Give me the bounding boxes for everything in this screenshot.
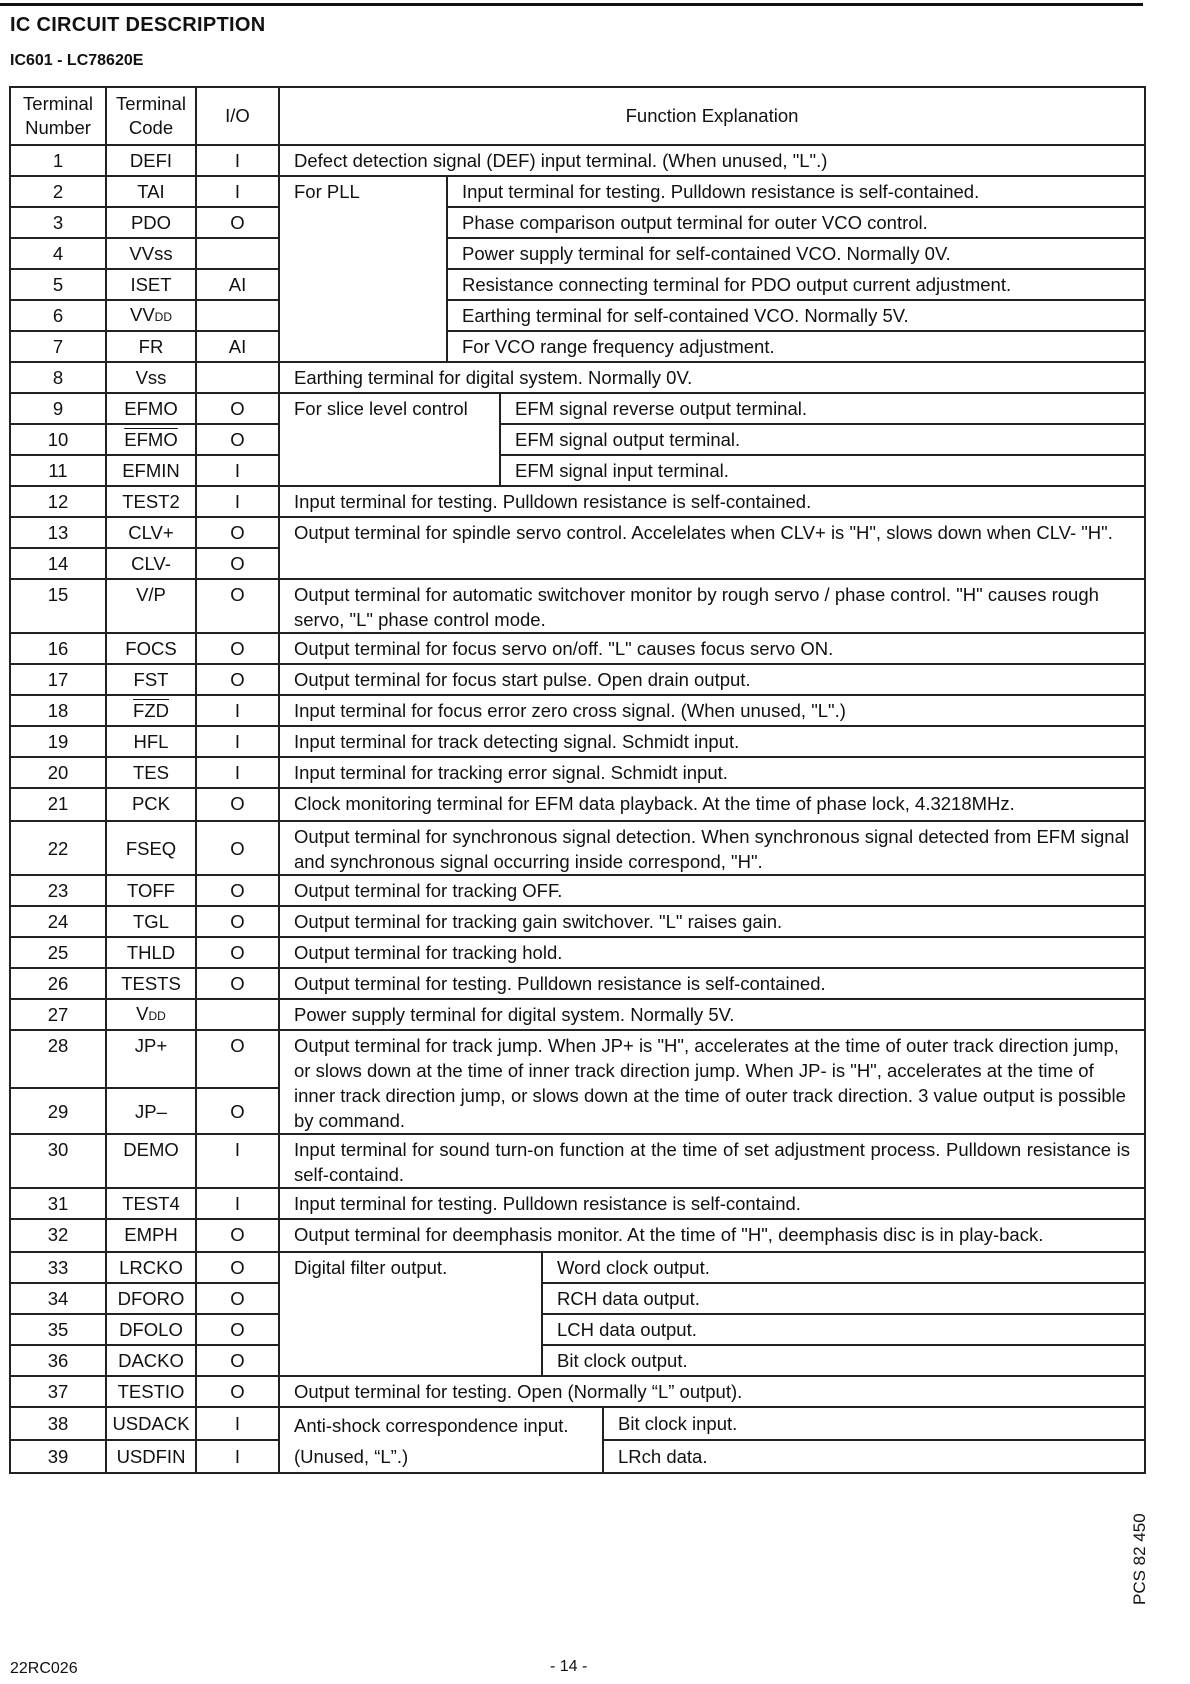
table-row [10,145,1145,176]
table-row [10,1219,1145,1252]
table-row [10,1283,1145,1314]
table-row [10,424,1145,455]
terminal-number: 13 [10,517,106,548]
table-row [10,176,1145,207]
terminal-number: 29 [10,1088,106,1134]
terminal-code: PCK [106,788,196,821]
terminal-code: ISET [106,269,196,300]
terminal-io: O [196,207,279,238]
terminal-io: O [196,1314,279,1345]
table-row [10,269,1145,300]
terminal-io: I [196,176,279,207]
terminal-code: TEST2 [106,486,196,517]
terminal-io: I [196,455,279,486]
header-row [10,87,1145,145]
table-row [10,726,1145,757]
terminal-number: 2 [10,176,106,207]
terminal-code: TEST4 [106,1188,196,1219]
table-row [10,821,1145,875]
terminal-code: FSEQ [106,821,196,875]
terminal-number: 6 [10,300,106,331]
terminal-number: 15 [10,579,106,633]
function-text: EFM signal output terminal. [500,424,1145,455]
terminal-number: 30 [10,1134,106,1188]
terminal-number: 5 [10,269,106,300]
function-text: Output terminal for tracking hold. [279,937,1145,968]
function-text: Bit clock input. [603,1407,1145,1440]
terminal-code: V/P [106,579,196,633]
terminal-code [106,695,196,726]
terminal-io: AI [196,331,279,362]
terminal-code: EFMIN [106,455,196,486]
terminal-code: Vss [106,362,196,393]
terminal-code: HFL [106,726,196,757]
terminal-number: 38 [10,1407,106,1440]
terminal-number: 10 [10,424,106,455]
table-row [10,300,1145,331]
terminal-io [196,300,279,331]
function-text: Clock monitoring terminal for EFM data playback. At the time of phase lock, 4.3218MHz. [279,788,1145,821]
terminal-io: O [196,579,279,633]
table-row [10,517,1145,548]
terminal-table [9,86,1146,1474]
terminal-io: O [196,393,279,424]
header-function: Function Explanation [279,87,1145,145]
terminal-code: FR [106,331,196,362]
terminal-io: O [196,517,279,548]
function-text: Earthing terminal for self-contained VCO. Normally 5V. [447,300,1145,331]
terminal-code: TESTS [106,968,196,999]
terminal-code [106,300,196,331]
terminal-io: O [196,1345,279,1376]
terminal-code: JP+ [106,1030,196,1088]
terminal-number: 1 [10,145,106,176]
terminal-io: I [196,757,279,788]
terminal-code [106,999,196,1030]
terminal-code [106,424,196,455]
terminal-code: USDFIN [106,1440,196,1473]
terminal-code: EMPH [106,1219,196,1252]
function-text: Output terminal for testing. Pulldown resistance is self-contained. [279,968,1145,999]
table-row [10,1376,1145,1407]
table-row [10,1345,1145,1376]
terminal-io: O [196,1283,279,1314]
table-row [10,875,1145,906]
group-label-digital-filter: Digital filter output. [279,1252,542,1376]
code-subscript: DD [154,309,173,324]
terminal-io: O [196,1252,279,1283]
table-row [10,1252,1145,1283]
terminal-number: 32 [10,1219,106,1252]
code-subscript: DD [148,1008,166,1023]
table-row [10,393,1145,424]
function-text: Output terminal for synchronous signal detection. When synchronous signal detected from EFM signal and synchronous signal occurring inside correspond, "H". [279,821,1145,875]
terminal-code: TGL [106,906,196,937]
table-row [10,968,1145,999]
doc-code: 22RC026 [10,1660,78,1677]
table-row [10,1407,1145,1440]
function-text: Output terminal for automatic switchover monitor by rough servo / phase control. "H" causes rough servo, "L" phase control mode. [279,579,1145,633]
terminal-code: TAI [106,176,196,207]
function-text: LCH data output. [542,1314,1145,1345]
terminal-code: DACKO [106,1345,196,1376]
terminal-io: I [196,1440,279,1473]
table-row [10,633,1145,664]
table-row [10,695,1145,726]
function-text: Output terminal for spindle servo control. Accelelates when CLV+ is "H", slows down when CLV- "H". [279,517,1145,579]
terminal-io: O [196,1219,279,1252]
function-text: For VCO range frequency adjustment. [447,331,1145,362]
terminal-code: THLD [106,937,196,968]
terminal-number: 26 [10,968,106,999]
function-text: Earthing terminal for digital system. Normally 0V. [279,362,1145,393]
code-main: V [136,1002,149,1024]
terminal-io: O [196,1030,279,1088]
table-row [10,362,1145,393]
terminal-number: 20 [10,757,106,788]
terminal-number: 18 [10,695,106,726]
terminal-io: I [196,695,279,726]
function-text: Bit clock output. [542,1345,1145,1376]
table-row [10,1188,1145,1219]
function-text: Input terminal for focus error zero cross signal. (When unused, "L".) [279,695,1145,726]
terminal-io [196,238,279,269]
terminal-number: 11 [10,455,106,486]
terminal-code: DEFI [106,145,196,176]
terminal-io: AI [196,269,279,300]
terminal-number: 3 [10,207,106,238]
table-row [10,937,1145,968]
terminal-code: TESTIO [106,1376,196,1407]
terminal-io: I [196,486,279,517]
terminal-io: O [196,633,279,664]
function-text: Input terminal for testing. Pulldown resistance is self-contained. [279,486,1145,517]
terminal-number: 34 [10,1283,106,1314]
terminal-number: 27 [10,999,106,1030]
function-text: Input terminal for testing. Pulldown resistance is self-containd. [279,1188,1145,1219]
table-row [10,1134,1145,1188]
function-text: Resistance connecting terminal for PDO output current adjustment. [447,269,1145,300]
table-row [10,1030,1145,1088]
terminal-number: 25 [10,937,106,968]
function-text: Input terminal for testing. Pulldown resistance is self-contained. [447,176,1145,207]
terminal-number: 7 [10,331,106,362]
function-text: Output terminal for tracking OFF. [279,875,1145,906]
terminal-io [196,999,279,1030]
terminal-io: O [196,424,279,455]
group-label-slice: For slice level control [279,393,500,486]
terminal-number: 28 [10,1030,106,1088]
table-row [10,1314,1145,1345]
terminal-code: PDO [106,207,196,238]
terminal-code: TOFF [106,875,196,906]
function-text: Output terminal for testing. Open (Normally “L” output). [279,1376,1145,1407]
terminal-io: O [196,968,279,999]
terminal-io: O [196,788,279,821]
terminal-io: I [196,1407,279,1440]
terminal-code: EFMO [106,393,196,424]
header-number: Terminal Number [10,87,106,145]
code-main: VV [129,303,155,325]
terminal-io: O [196,906,279,937]
function-text: LRch data. [603,1440,1145,1473]
terminal-number: 4 [10,238,106,269]
page-title: IC CIRCUIT DESCRIPTION [10,14,266,36]
terminal-code: CLV- [106,548,196,579]
table-row [10,486,1145,517]
table-row [10,579,1145,633]
table-row [10,455,1145,486]
terminal-code: CLV+ [106,517,196,548]
terminal-io: O [196,548,279,579]
function-text: Power supply terminal for self-contained VCO. Normally 0V. [447,238,1145,269]
terminal-code: DFOLO [106,1314,196,1345]
terminal-code: TES [106,757,196,788]
terminal-number: 39 [10,1440,106,1473]
code-overlined: $\overline{FZD}$ [133,700,169,721]
terminal-io: O [196,1376,279,1407]
terminal-io: I [196,726,279,757]
header-code: Terminal Code [106,87,196,145]
function-text: Input terminal for sound turn-on function at the time of set adjustment process. Pulldown resistance is self-containd. [279,1134,1145,1188]
function-text: Input terminal for track detecting signal. Schmidt input. [279,726,1145,757]
table-row [10,331,1145,362]
function-text: Phase comparison output terminal for outer VCO control. [447,207,1145,238]
terminal-code: USDACK [106,1407,196,1440]
function-text: Defect detection signal (DEF) input terminal. (When unused, "L".) [279,145,1145,176]
table-row [10,788,1145,821]
code-overlined: EFMO [124,429,178,450]
table-row [10,207,1145,238]
terminal-code: FST [106,664,196,695]
function-text: EFM signal reverse output terminal. [500,393,1145,424]
terminal-io: O [196,821,279,875]
terminal-number: 36 [10,1345,106,1376]
terminal-code: DEMO [106,1134,196,1188]
terminal-number: 33 [10,1252,106,1283]
terminal-number: 31 [10,1188,106,1219]
terminal-code: LRCKO [106,1252,196,1283]
terminal-number: 23 [10,875,106,906]
terminal-number: 9 [10,393,106,424]
group-label-antishock: Anti-shock correspondence input. (Unused, “L”.) [279,1407,603,1473]
terminal-code: DFORO [106,1283,196,1314]
terminal-number: 22 [10,821,106,875]
terminal-io: I [196,1134,279,1188]
function-text: Output terminal for focus servo on/off. "L" causes focus servo ON. [279,633,1145,664]
table-row [10,999,1145,1030]
function-text: Output terminal for track jump. When JP+ is "H", accelerates at the time of outer track direction jump, or slows down at the time of inner track direction jump. When JP- is "H", accelerates at the time of inner track direction jump, or slows down at the time of outer track direction. 3 value output is possible by command. [279,1030,1145,1134]
table-row [10,238,1145,269]
table-row [10,757,1145,788]
function-text: EFM signal input terminal. [500,455,1145,486]
terminal-io: I [196,1188,279,1219]
terminal-io [196,362,279,393]
terminal-io: O [196,1088,279,1134]
terminal-io: O [196,937,279,968]
top-rule [0,3,1143,6]
terminal-number: 14 [10,548,106,579]
terminal-code: FOCS [106,633,196,664]
group-label-pll: For PLL [279,176,447,362]
terminal-number: 8 [10,362,106,393]
terminal-number: 19 [10,726,106,757]
terminal-number: 24 [10,906,106,937]
side-code: PCS 82 450 [1130,1513,1149,1605]
function-text: Output terminal for focus start pulse. Open drain output. [279,664,1145,695]
table-row [10,664,1145,695]
terminal-io: O [196,875,279,906]
table-row [10,906,1145,937]
terminal-io: I [196,145,279,176]
terminal-number: 16 [10,633,106,664]
function-text: Output terminal for deemphasis monitor. At the time of "H", deemphasis disc is in play-back. [279,1219,1145,1252]
function-text: Input terminal for tracking error signal. Schmidt input. [279,757,1145,788]
page-subtitle: IC601 - LC78620E [10,52,144,69]
function-text: RCH data output. [542,1283,1145,1314]
terminal-code: JP– [106,1088,196,1134]
function-text: Output terminal for tracking gain switchover. "L" raises gain. [279,906,1145,937]
terminal-number: 35 [10,1314,106,1345]
header-io: I/O [196,87,279,145]
terminal-number: 37 [10,1376,106,1407]
function-text: Power supply terminal for digital system. Normally 5V. [279,999,1145,1030]
terminal-number: 21 [10,788,106,821]
function-text: Word clock output. [542,1252,1145,1283]
page-number: - 14 - [550,1658,588,1675]
terminal-number: 12 [10,486,106,517]
terminal-code: VVss [106,238,196,269]
terminal-number: 17 [10,664,106,695]
terminal-io: O [196,664,279,695]
